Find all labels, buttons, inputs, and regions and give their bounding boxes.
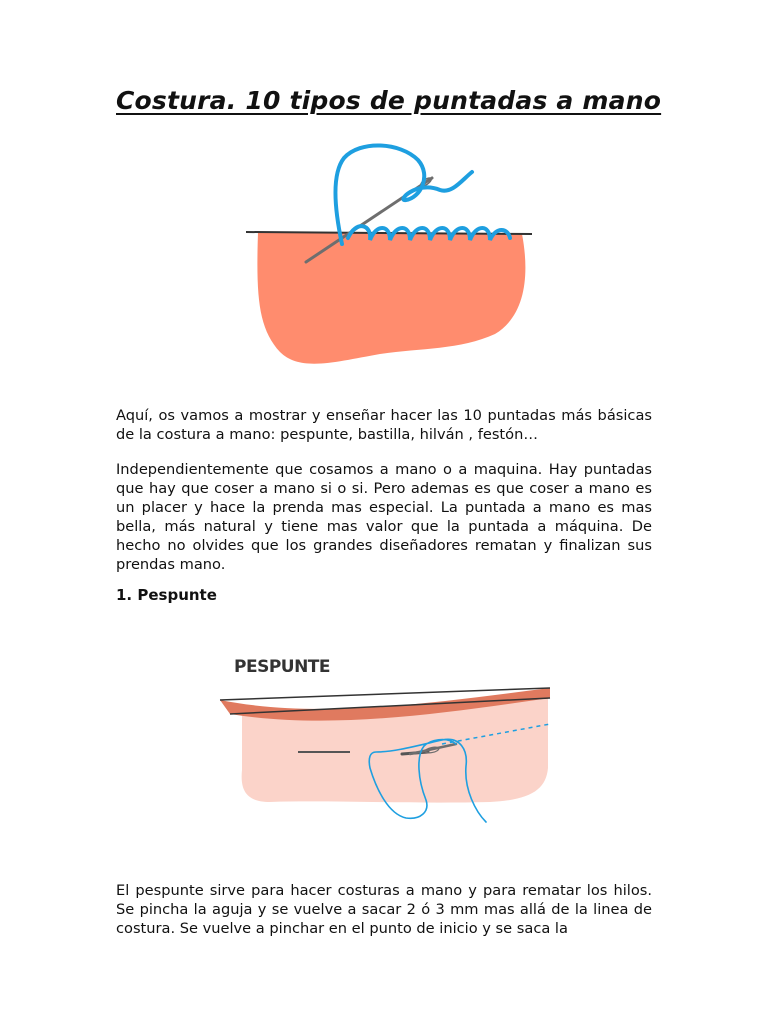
fabric-piece-shape [257,232,525,364]
body-paragraph: Independientemente que cosamos a mano o a maquina. Hay puntadas que hay que coser a mano si o si. Pero ademas es que coser a mano es un placer y hace la prenda mas especial. La puntada a mano es mas bella, más natural y tiene mas valor que la puntada a máquina. De hecho no olvides que los grandes diseñadores rematan y finalizan sus prendas mano. [116,461,652,573]
figure-label: PESPUNTE [234,657,331,677]
intro-paragraph: Aquí, os vamos a mostrar y enseñar hacer las 10 puntadas más básicas de la costura a mano: pespunte, bastilla, hilván , festón… [116,407,652,443]
backstitch-illustration-icon [210,640,560,840]
section-heading-pespunte: 1. Pespunte [116,586,217,604]
document-title: Costura. 10 tipos de puntadas a mano [116,86,662,115]
blanket-stitch-illustration-icon [240,136,540,394]
pespunte-paragraph: El pespunte sirve para hacer costuras a mano y para rematar los hilos. Se pincha la aguja y se vuelve a sacar 2 ó 3 mm mas allá de la linea de costura. Se vuelve a pinchar en el punto de inicio y se saca la [116,882,652,937]
